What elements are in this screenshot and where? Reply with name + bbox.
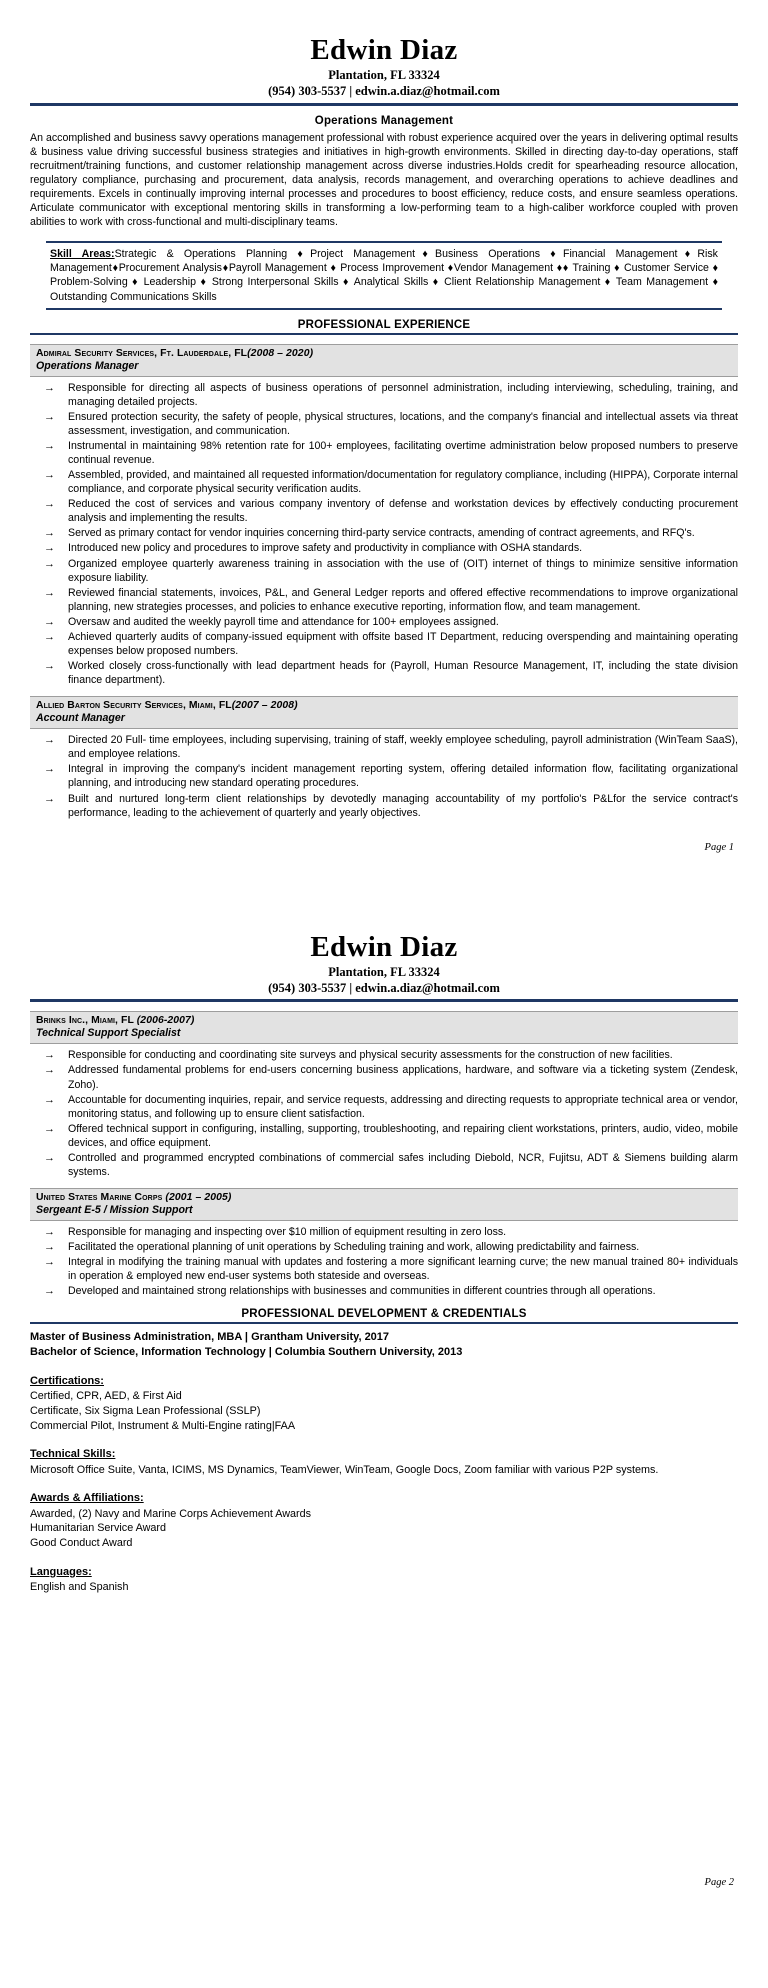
list-item: → Responsible for managing and inspecting over $10 million of equipment resulting in zero loss. — [44, 1225, 738, 1239]
list-item: → Introduced new policy and procedures to improve safety and productivity in compliance with OSHA standards. — [44, 541, 738, 555]
letterhead — [30, 34, 738, 100]
professional-summary: An accomplished and business savvy operations management professional with robust experience acquired over the years in delivering optimal results & business value driving successful business strategies and initiatives in high-growth environments. Skilled in directing day-to-day operations, staff recruitment/training functions, and customer relationship management across diverse industries.Holds credit for spearheading resource allocation, regulatory compliance, purchasing and procurement, data analysis, records management, and overarching operations to achieve deadlines and requirements. Excels in continually improving internal processes and procedures to boost efficiency, reduce costs, and ensure seamless operations. Articulate communicator with exceptional mentoring skills in transforming a low-performing team to a high-caliber workforce coupled with proven abilities to work with cross-functional and multi-disciplinary teams. — [30, 131, 738, 229]
job-company-name: Admiral Security Services, Ft. Lauderdale, FL — [36, 347, 248, 359]
list-item: → Ensured protection security, the safety of people, physical structures, locations, and the company's financial and intellectual assets via threat assessment, investigation, and communication. — [44, 410, 738, 438]
resume-page-2 — [0, 887, 768, 1888]
letterhead-page2 — [30, 931, 738, 997]
page-bottom-spacer — [30, 1595, 738, 1855]
skill-areas-list: Strategic & Operations Planning ♦Project Management♦Business Operations ♦Financial Management♦Risk Management♦Procurement Analysis♦Payroll Management ♦ Process Improvement ♦Vendor Management ♦♦ Training ♦ Customer Service ♦ Problem-Solving ♦ Leadership ♦ Strong Interpersonal Skills ♦ Analytical Skills ♦ Client Relationship Management ♦ Team Management ♦ Outstanding Communications Skills — [50, 248, 718, 303]
list-item: → Responsible for conducting and coordinating site surveys and physical security assessments for the construction of new facilities. — [44, 1048, 738, 1062]
list-item: English and Spanish — [30, 1581, 129, 1594]
list-item: Microsoft Office Suite, Vanta, ICIMS, MS Dynamics, TeamViewer, WinTeam, Google Docs, Zoom familiar with various P2P systems. — [30, 1463, 659, 1476]
headline-title: Operations Management — [314, 114, 454, 127]
job-bullets-allied — [30, 733, 738, 819]
list-item: Certified, CPR, AED, & First Aid — [30, 1390, 182, 1403]
list-item: → Oversaw and audited the weekly payroll time and attendance for 100+ employees assigned. — [44, 615, 738, 629]
group-heading: Awards & Affiliations: — [30, 1492, 144, 1505]
group-heading: Languages: — [30, 1565, 92, 1578]
page-number-1: Page 1 — [704, 841, 734, 853]
job-header-usmc — [30, 1188, 738, 1221]
list-item: → Addressed fundamental problems for end-users concerning business applications, hardware, and software via a ticketing system (Zendesk, Zoho). — [44, 1063, 738, 1091]
job-bullets-usmc — [30, 1225, 738, 1298]
job-title-usmc: Sergeant E-5 / Mission Support — [36, 1204, 193, 1217]
job-bullets-brinks — [30, 1048, 738, 1179]
list-item: → Assembled, provided, and maintained all requested information/documentation for regulatory compliance, including (HIPPA), Corporate internal compliance, and corporate physical security verification audits. — [44, 468, 738, 496]
list-item: → Achieved quarterly audits of company-issued equipment with offsite based IT Department, reducing overspending and maintaining operating expenses below proposed numbers. — [44, 630, 738, 658]
group-heading: Certifications: — [30, 1374, 104, 1387]
list-item: → Integral in improving the company's incident management reporting system, offering detailed information flow, facilitating organizational planning, and introducing new standard operating procedures. — [44, 762, 738, 790]
list-item: → Reviewed financial statements, invoices, P&L, and General Ledger reports and offered effective recommendations to improve organizational planning, new strategies processes, and policies to enhance executive reporting, information flow, and team management. — [44, 586, 738, 614]
degree-line: Bachelor of Science, Information Technology | Columbia Southern University, 2013 — [30, 1345, 463, 1358]
job-company-usmc — [36, 1192, 732, 1203]
header-divider — [30, 103, 738, 106]
list-item: → Controlled and programmed encrypted combinations of commercial safes including Diebold, NCR, Fujitsu, ADT & Siemens building alarm systems. — [44, 1151, 738, 1179]
list-item: → Directed 20 Full- time employees, including supervising, training of staff, weekly employee scheduling, payroll administration (WinTeam SaaS), and employee relations. — [44, 733, 738, 761]
job-title-admiral: Operations Manager — [36, 359, 139, 372]
job-header-allied — [30, 696, 738, 729]
list-item: → Worked closely cross-functionally with lead department heads for (Payroll, Human Resource Management, IT, including the state division finance department). — [44, 659, 738, 687]
job-header-brinks — [30, 1011, 738, 1044]
list-item: → Organized employee quarterly awareness training in association with the use of (OIT) internet of things to minimize sensitive information exposure liability. — [44, 557, 738, 585]
list-item: Certificate, Six Sigma Lean Professional (SSLP) — [30, 1404, 261, 1417]
list-item: → Facilitated the operational planning of unit operations by Scheduling training and work, allowing predictability and fairness. — [44, 1240, 738, 1254]
job-company-brinks — [36, 1015, 732, 1026]
job-title-brinks: Technical Support Specialist — [36, 1027, 181, 1040]
credentials-divider — [30, 1322, 738, 1324]
job-dates: (2007 – 2008) — [231, 700, 298, 712]
job-header-admiral — [30, 344, 738, 377]
candidate-address: Plantation, FL 33324 — [328, 965, 440, 980]
list-item: → Offered technical support in configuring, installing, supporting, troubleshooting, and repairing client workstations, printers, audio, video, mobile devices, and office equipment. — [44, 1122, 738, 1150]
job-company-allied — [36, 700, 732, 711]
list-item: Good Conduct Award — [30, 1537, 133, 1550]
job-company-name: Brinks Inc., Miami, FL — [36, 1015, 134, 1027]
candidate-name: Edwin Diaz — [310, 34, 458, 66]
job-company-name: Allied Barton Security Services, Miami, FL — [36, 700, 232, 712]
candidate-name: Edwin Diaz — [310, 930, 458, 963]
group-heading: Technical Skills: — [30, 1448, 116, 1461]
list-item: → Served as primary contact for vendor inquiries concerning third-party service contracts, amending of contract agreements, and RFQ's. — [44, 526, 738, 540]
skill-areas-text — [46, 247, 722, 303]
credentials-group-awards — [30, 1491, 738, 1550]
credentials-group-technical-skills — [30, 1447, 738, 1477]
credentials-body — [30, 1330, 738, 1595]
list-item: → Integral in modifying the training manual with updates and fostering a more significant learning curve; the new manual trained 80+ individuals in operation & employed new end-user systems both stateside and overseas. — [44, 1255, 738, 1283]
job-dates: (2008 – 2020) — [247, 347, 314, 359]
job-dates: (2001 – 2005) — [165, 1192, 232, 1204]
list-item: Commercial Pilot, Instrument & Multi-Engine rating|FAA — [30, 1419, 296, 1432]
experience-divider — [30, 333, 738, 335]
candidate-address: Plantation, FL 33324 — [328, 68, 440, 83]
list-item: → Responsible for directing all aspects of business operations of personnel administration, including interviewing, scheduling, training, and managing detailed projects. — [44, 381, 738, 409]
job-company-admiral — [36, 348, 732, 359]
list-item: Humanitarian Service Award — [30, 1522, 167, 1535]
list-item: → Accountable for documenting inquiries, repair, and service requests, addressing and directing requests to appropriate technical area or vendor, monitoring status, and following up to ensure client satisfaction. — [44, 1093, 738, 1121]
job-company-name: United States Marine Corps — [36, 1192, 163, 1204]
candidate-contact: (954) 303-5537 | edwin.a.diaz@hotmail.com — [268, 84, 500, 99]
degree-line: Master of Business Administration, MBA | Grantham University, 2017 — [30, 1330, 390, 1343]
list-item: → Built and nurtured long-term client relationships by devotedly managing accountability of my portfolio's P&Lfor the service contract's performance, leading to the achievement of quarterly and yearly objectives. — [44, 792, 738, 820]
credentials-group-languages — [30, 1565, 738, 1595]
page-number-2: Page 2 — [704, 1876, 734, 1888]
resume-page-1 — [0, 0, 768, 853]
list-item: → Instrumental in maintaining 98% retention rate for 100+ employees, facilitating overtime administration below proposed numbers to preserve continual revenue. — [44, 439, 738, 467]
job-dates: (2006-2007) — [136, 1015, 195, 1027]
skill-areas-label: Skill Areas: — [50, 248, 115, 261]
job-bullets-admiral — [30, 381, 738, 688]
list-item: Awarded, (2) Navy and Marine Corps Achievement Awards — [30, 1507, 312, 1520]
candidate-contact: (954) 303-5537 | edwin.a.diaz@hotmail.com — [268, 980, 500, 995]
professional-experience-title: PROFESSIONAL EXPERIENCE — [297, 318, 471, 331]
list-item: → Developed and maintained strong relationships with businesses and communities in different countries through all operations. — [44, 1284, 738, 1298]
page-break-gap — [0, 853, 768, 887]
skill-areas-block — [46, 241, 722, 309]
list-item: → Reduced the cost of services and various company inventory of defense and workstation devices by effectively conducting procurement analysis and implementing the results. — [44, 497, 738, 525]
credentials-title: PROFESSIONAL DEVELOPMENT & CREDENTIALS — [241, 1307, 527, 1320]
credentials-group-certifications — [30, 1374, 738, 1433]
job-title-allied: Account Manager — [36, 712, 125, 725]
header-divider-page2 — [30, 999, 738, 1002]
